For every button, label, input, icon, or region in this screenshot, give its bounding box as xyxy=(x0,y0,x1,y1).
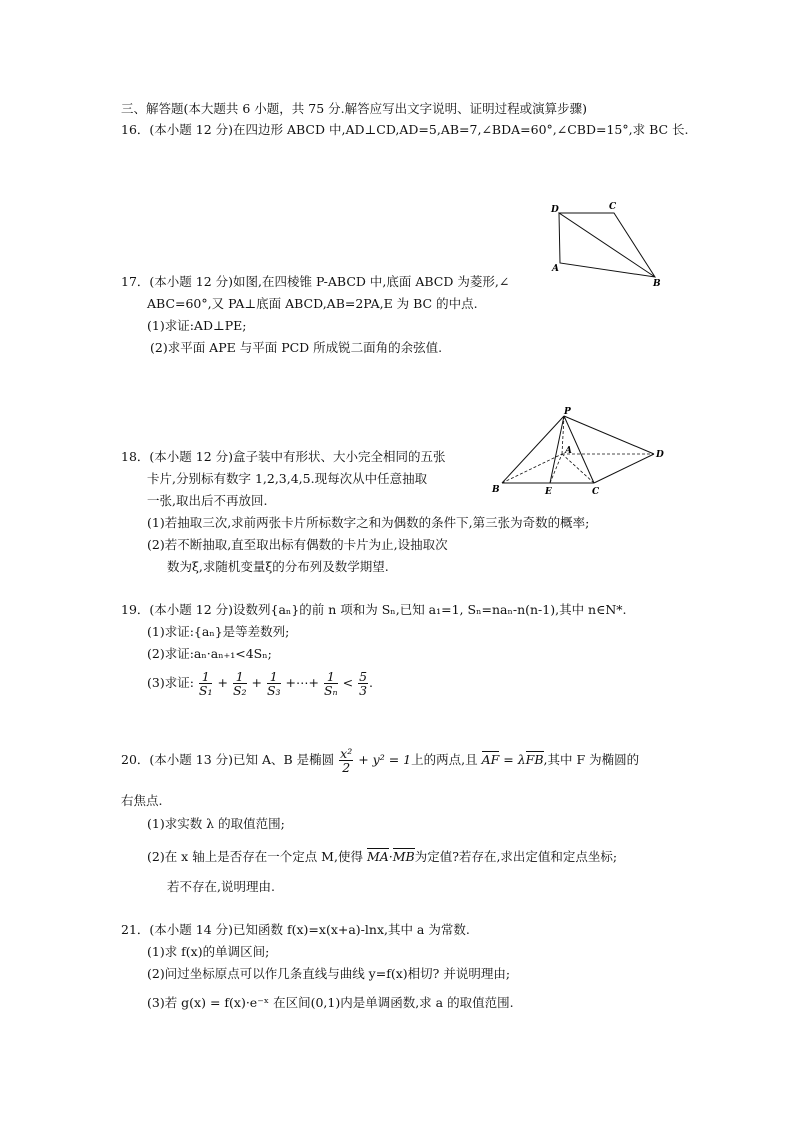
question-19-line1: 19．(本小题 12 分)设数列{aₙ}的前 n 项和为 Sₙ,已知 a₁=1, Sₙ=naₙ-n(n-1),其中 n∈N*. xyxy=(121,602,627,617)
question-18-line1: 18．(本小题 12 分)盒子装中有形状、大小完全相同的五张 xyxy=(121,449,446,464)
plus-sign: + xyxy=(217,675,228,690)
q16-label-b: B xyxy=(653,279,661,289)
q17-label-a: A xyxy=(565,446,572,456)
section-header: 三、解答题(本大题共 6 小题，共 75 分.解答应写出文字说明、证明过程或演算步骤) xyxy=(121,101,587,116)
period: . xyxy=(369,675,373,690)
q17-pyramid-figure xyxy=(488,404,678,498)
vector-af: AF xyxy=(481,752,500,767)
fraction-1-s1: $\frac{1}{\text{S₁}}$ xyxy=(198,669,213,698)
q20-part2-prefix: (2)在 x 轴上是否存在一个定点 M,使得 xyxy=(147,849,363,864)
question-18-part2b: 数为ξ,求随机变量ξ的分布列及数学期望. xyxy=(167,559,389,574)
question-18-line2: 卡片,分别标有数字 1,2,3,4,5.现每次从中任意抽取 xyxy=(147,471,428,486)
q20-mid: 上的两点,且 xyxy=(411,752,478,767)
question-18-part2: (2)若不断抽取,直至取出标有偶数的卡片为止,设抽取次 xyxy=(147,537,448,552)
q20-prefix: 20．(本小题 13 分)已知 A、B 是椭圆 xyxy=(121,752,335,767)
q16-quadrilateral-figure xyxy=(546,198,668,290)
question-20-line2: 右焦点. xyxy=(121,793,163,808)
q20-part2-suffix: 为定值?若存在,求出定值和定点坐标; xyxy=(414,849,618,864)
question-20-line1 xyxy=(121,745,639,775)
q17-label-d: D xyxy=(656,450,664,460)
question-17-part2: (2)求平面 APE 与平面 PCD 所成锐二面角的余弦值. xyxy=(150,340,443,355)
q17-label-p: P xyxy=(564,407,571,417)
question-19-part1: (1)求证:{aₙ}是等差数列; xyxy=(147,624,290,639)
vector-fb: FB xyxy=(525,752,544,767)
fraction-1-s2: $\frac{1}{\text{S₂}}$ xyxy=(232,669,247,698)
vector-ma: MA xyxy=(366,849,389,864)
q19-part3-prefix: (3)求证: xyxy=(147,675,194,690)
question-17-part1: (1)求证:AD⊥PE; xyxy=(147,318,247,333)
question-19-part3 xyxy=(147,668,373,698)
fraction-x2-over-2: $\frac{\text{x²}}{2}$ xyxy=(340,746,353,775)
q17-label-e: E xyxy=(545,487,552,497)
ellipsis-plus: +⋯+ xyxy=(285,675,319,690)
vector-mb: MB xyxy=(392,849,415,864)
question-17-line2: ABC=60°,又 PA⊥底面 ABCD,AB=2PA,E 为 BC 的中点. xyxy=(147,296,478,311)
question-19-part2: (2)求证:aₙ·aₙ₊₁<4Sₙ; xyxy=(147,646,272,661)
q16-label-c: C xyxy=(609,202,617,212)
dot-operator: · xyxy=(388,849,393,864)
question-20-part2b: 若不存在,说明理由. xyxy=(167,879,275,894)
question-18-line3: 一张,取出后不再放回. xyxy=(147,493,268,508)
question-16: 16．(本小题 12 分)在四边形 ABCD 中,AD⊥CD,AD=5,AB=7,∠BDA=60°,∠CBD=15°,求 BC 长. xyxy=(121,122,689,137)
question-21-part2: (2)问过坐标原点可以作几条直线与曲线 y=f(x)相切? 并说明理由; xyxy=(147,966,511,981)
question-17-line1: 17．(本小题 12 分)如图,在四棱锥 P-ABCD 中,底面 ABCD 为菱形,∠ xyxy=(121,274,510,289)
fraction-1-sn: $\frac{1}{\text{Sₙ}}$ xyxy=(323,669,338,698)
question-21-part1: (1)求 f(x)的单调区间; xyxy=(147,944,270,959)
question-21-line1: 21．(本小题 14 分)已知函数 f(x)=x(x+a)-lnx,其中 a 为常数. xyxy=(121,922,470,937)
question-21-part3: (3)若 g(x) = f(x)·e⁻ˣ 在区间(0,1)内是单调函数,求 a 的取值范围. xyxy=(147,995,514,1010)
q16-label-d: D xyxy=(551,205,559,215)
q16-label-a: A xyxy=(552,264,559,274)
q17-label-c: C xyxy=(592,487,600,497)
q17-label-b: B xyxy=(492,485,500,495)
question-20-part2 xyxy=(147,849,617,865)
ellipse-equation: + y² = 1 xyxy=(358,752,412,767)
plus-sign: + xyxy=(251,675,262,690)
fraction-5-3: $\frac{5}{3}$ xyxy=(359,669,368,698)
less-than-sign: < xyxy=(342,675,354,690)
equals-lambda: = λ xyxy=(499,752,526,767)
question-18-part1: (1)若抽取三次,求前两张卡片所标数字之和为偶数的条件下,第三张为奇数的概率; xyxy=(147,515,590,530)
q20-suffix: ,其中 F 为椭圆的 xyxy=(543,752,640,767)
fraction-1-s3: $\frac{1}{\text{S₃}}$ xyxy=(266,669,281,698)
question-20-part1: (1)求实数 λ 的取值范围; xyxy=(147,816,285,831)
